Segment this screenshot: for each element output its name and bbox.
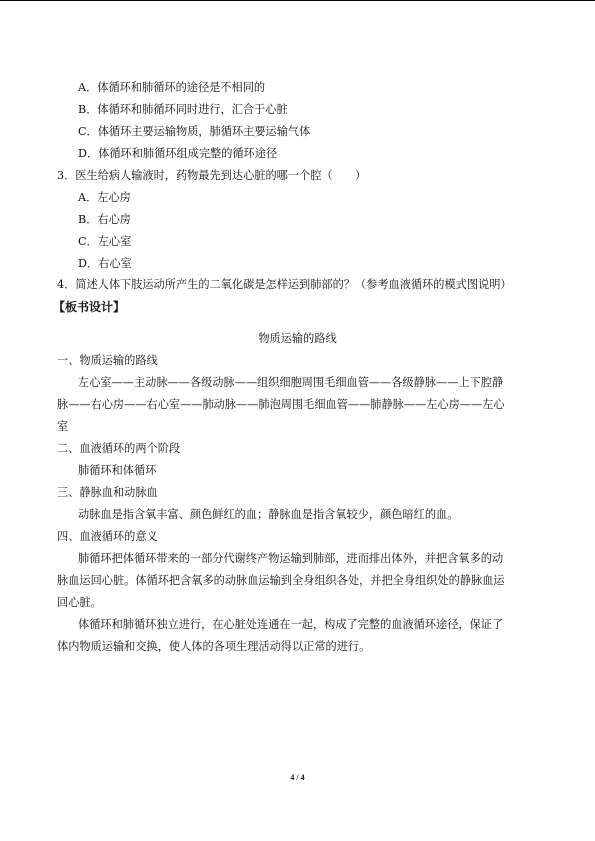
section-3-title: 三、静脉血和动脉血 xyxy=(57,486,158,499)
top-rule xyxy=(0,0,595,1)
q3-option-a: A．左心房 xyxy=(78,191,131,204)
section-4-p1-line-1: 肺循环把体循环带来的一部分代谢终产物运输到肺部，进而排出体外，并把含氧多的动 xyxy=(78,552,504,565)
board-design-heading: 【板书设计】 xyxy=(53,300,126,314)
section-4-title: 四、血液循环的意义 xyxy=(57,530,158,543)
section-1-line-1: 左心室——主动脉——各级动脉——组织细胞周围毛细血管——各级静脉——上下腔静 xyxy=(78,376,504,389)
q3-option-d: D．右心室 xyxy=(78,257,132,270)
q2-option-a: A．体循环和肺循环的途径是不相同的 xyxy=(78,81,266,94)
q2-option-c: C．体循环主要运输物质，肺循环主要运输气体 xyxy=(78,125,311,138)
q3-option-c: C．左心室 xyxy=(78,235,132,248)
section-2-title: 二、血液循环的两个阶段 xyxy=(57,442,181,455)
board-title: 物质运输的路线 xyxy=(258,332,337,345)
section-4-p2-line-1: 体循环和肺循环独立进行，在心脏处连通在一起，构成了完整的血液循环途径，保证了 xyxy=(78,618,504,631)
section-4-p1-line-3: 回心脏。 xyxy=(57,596,102,609)
section-2-text: 肺循环和体循环 xyxy=(78,464,157,477)
section-3-text: 动脉血是指含氧丰富、颜色鲜红的血；静脉血是指含氧较少，颜色暗红的血。 xyxy=(78,508,459,521)
q3-option-b: B．右心房 xyxy=(78,213,131,226)
section-4-p2-line-2: 体内物质运输和交换，使人体的各项生理活动得以正常的进行。 xyxy=(57,640,371,653)
q3-stem: 3．医生给病人输液时，药物最先到达心脏的哪一个腔（ ） xyxy=(57,169,367,182)
section-4-p1-line-2: 脉血运回心脏。体循环把含氧多的动脉血运输到全身组织各处，并把全身组织处的静脉血运 xyxy=(57,574,505,587)
q2-option-d: D．体循环和肺循环组成完整的循环途径 xyxy=(78,147,278,160)
page-number: 4 / 4 xyxy=(290,773,305,782)
q4-stem: 4．简述人体下肢运动所产生的二氧化碳是怎样运到肺部的？（参考血液循环的模式图说明） xyxy=(57,278,512,291)
section-1-line-2: 脉——右心房——右心室——肺动脉——肺泡周围毛细血管——肺静脉——左心房——左心 xyxy=(57,398,505,411)
section-1-title: 一、物质运输的路线 xyxy=(57,354,158,367)
section-1-line-3: 室 xyxy=(57,420,69,433)
q2-option-b: B．体循环和肺循环同时进行，汇合于心脏 xyxy=(78,103,288,116)
